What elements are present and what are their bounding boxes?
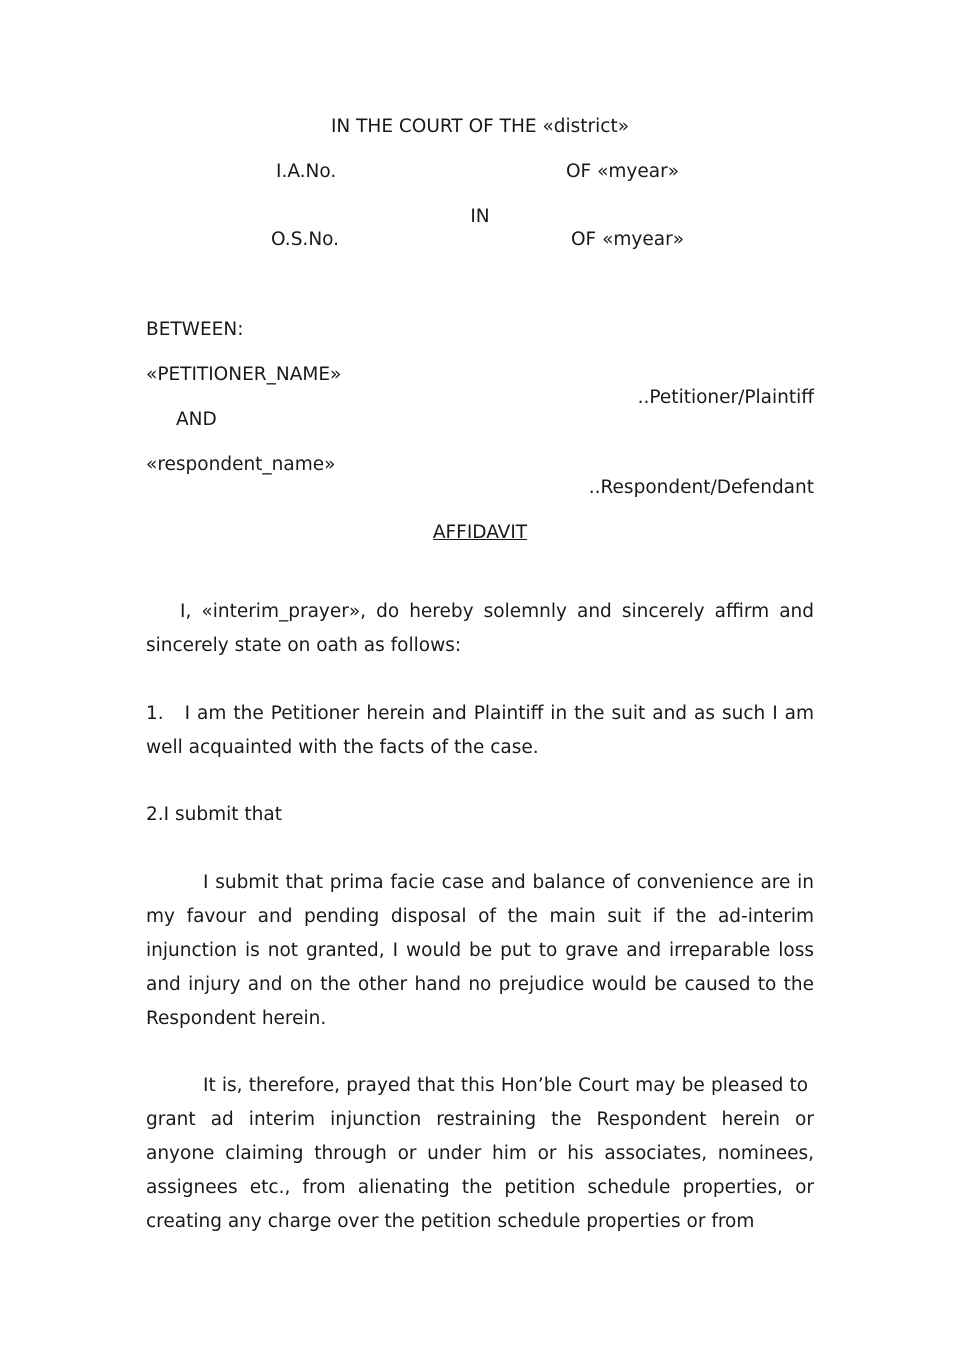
in-label: IN bbox=[470, 206, 490, 227]
between-label: BETWEEN: bbox=[146, 319, 244, 340]
respondent-name: «respondent_name» bbox=[146, 454, 336, 475]
os-number-label: O.S.No. bbox=[271, 229, 340, 250]
ia-year: OF «myear» bbox=[566, 161, 680, 182]
document-title bbox=[0, 522, 960, 544]
prayer-paragraph: It is, therefore, prayed that this Hon’ble Court may be pleased to grant ad interim injunction restraining the Respondent herein or anyone claiming through or under him or his associates, nominees, assignees etc., from alienating the petition schedule properties, or creating any charge over the petition schedule properties or from bbox=[146, 1075, 814, 1232]
court-heading: IN THE COURT OF THE «district» bbox=[330, 116, 630, 137]
intro-paragraph: I, «interim_prayer», do hereby solemnly and sincerely affirm and sincerely state on oath as follows: bbox=[146, 601, 814, 656]
and-label: AND bbox=[176, 409, 217, 430]
os-year: OF «myear» bbox=[571, 229, 685, 250]
submission-paragraph: I submit that prima facie case and balance of convenience are in my favour and pending disposal of the main suit if the ad-interim injunction is not granted, I would be put to grave and irreparable loss and injury and on the other hand no prejudice would be caused to the Respondent herein. bbox=[146, 872, 814, 1029]
point-1-paragraph: 1. I am the Petitioner herein and Plaintiff in the suit and as such I am well acquainted with the facts of the case. bbox=[146, 703, 814, 758]
affidavit-title-text: AFFIDAVIT bbox=[432, 522, 528, 543]
petitioner-role: ..Petitioner/Plaintiff bbox=[637, 387, 814, 408]
respondent-role: ..Respondent/Defendant bbox=[588, 477, 814, 498]
petitioner-name: «PETITIONER_NAME» bbox=[146, 364, 342, 385]
point-2-paragraph: 2.I submit that bbox=[146, 804, 282, 825]
ia-number-label: I.A.No. bbox=[276, 161, 337, 182]
